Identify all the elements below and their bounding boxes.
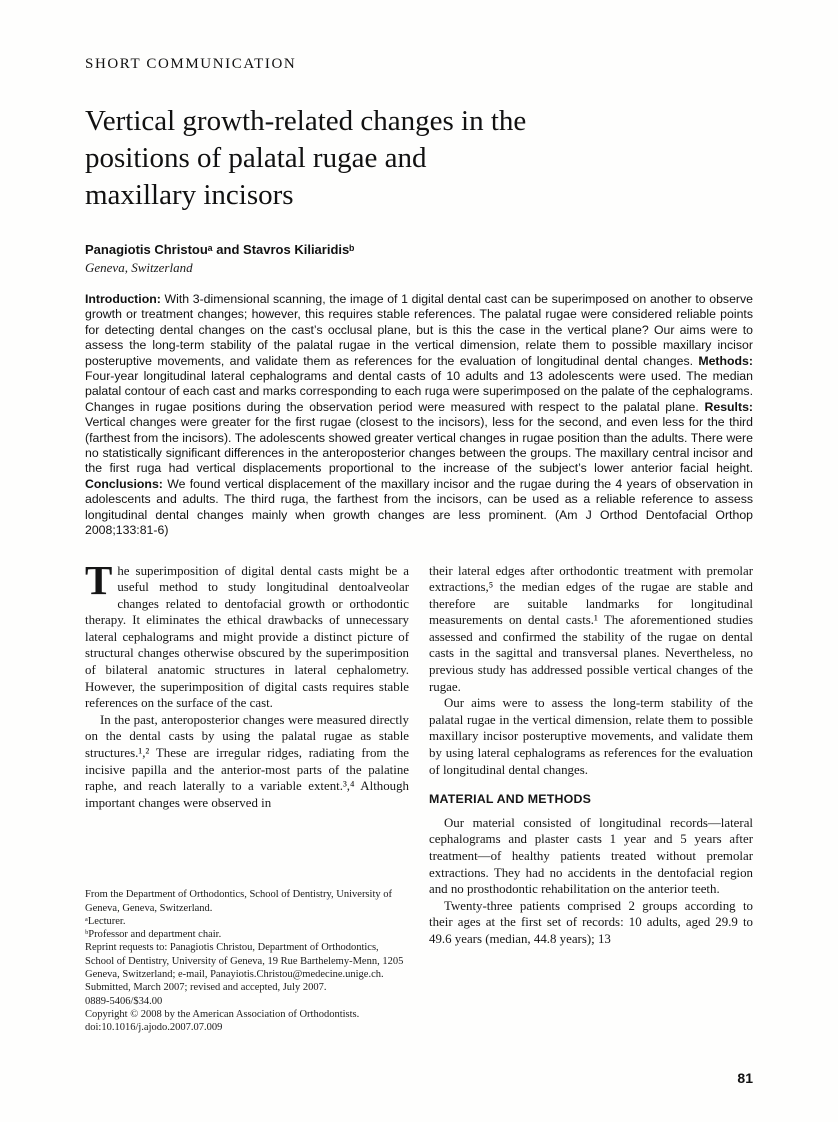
abstract-conclusions-text: We found vertical displacement of the maxillary incisor and the rugae during the 4 years of observation in adolescents and adults. The third ruga, the farthest from the incisors, can be used as a reliable reference to assess longitudinal dental changes mainly when growth changes are less prominent. <box>85 476 753 522</box>
abstract-citation: (Am J Orthod Dentofacial Orthop 2008;133:81-6) <box>85 507 753 538</box>
section-label: SHORT COMMUNICATION <box>85 56 297 72</box>
footnote-a: ᵃLecturer. <box>85 915 126 927</box>
body-paragraph-1-text: he superimposition of digital dental casts might be a useful method to study longitudinal dentoalveolar changes related to dentofacial growth or orthodontic therapy. It eliminates the ethical drawbacks of unnecessary lateral cephalograms and might provide a distinct picture of structural changes otherwise obscured by the superimposition of bilateral anatomic structures in lateral cephalometry. However, the superimposition of digital casts requires stable references on the surface of the cast. <box>85 563 409 711</box>
footnotes <box>85 870 409 1034</box>
right-column <box>429 563 753 1035</box>
footnote-b: ᵇProfessor and department chair. <box>85 929 222 941</box>
footnote-copyright: Copyright © 2008 by the American Association of Orthodontists. <box>85 1008 360 1020</box>
drop-cap: T <box>85 556 113 603</box>
body-columns <box>85 556 753 1035</box>
article-title-line-1: Vertical growth-related changes in the <box>85 105 527 137</box>
body-paragraph-3: their lateral edges after orthodontic treatment with premolar extractions,⁵ the median edges of the rugae are stable and therefore are suitable landmarks for longitudinal measurements on dental casts.¹ The aforementioned studies assessed and confirmed the stability of the rugae on dental casts in the sagittal and transversal planes. Nevertheless, no previous study has addressed possible vertical changes of the rugae. <box>429 563 753 694</box>
article-title-line-3: maxillary incisors <box>85 179 294 211</box>
body-paragraph-4: Our aims were to assess the long-term stability of the palatal rugae in the vertical dimension, relate them to possible maxillary incisor posteruptive movements, and validate them by using lateral cephalograms as references for the evaluation of longitudinal dental changes. <box>429 696 753 777</box>
abstract-results-text: Vertical changes were greater for the first rugae (closest to the incisors), less for the second, and even less for the third (farthest from the incisors). The adolescents showed greater vertical changes in rugae position than the adults. There were no statistically significant differences in the anteroposterior changes between the groups. The maxillary central incisor and the first ruga had vertical displacements proportional to the increase of the subject’s lower anterior facial height. <box>85 415 753 476</box>
section-heading-material-and-methods: MATERIAL AND METHODS <box>429 792 592 807</box>
footnote-reprint-requests: Reprint requests to: Panagiotis Christou, Department of Orthodontics, School of Dentistry, University of Geneva, 19 Rue Barthelemy-Menn, 1205 Geneva, Switzerland; e-mail, Panayiotis.Christou@medecine.unige.ch. <box>85 942 404 981</box>
left-column <box>85 556 409 1035</box>
abstract-conclusions-label: Conclusions: <box>85 476 163 491</box>
footnote-doi: doi:10.1016/j.ajodo.2007.07.009 <box>85 1022 223 1034</box>
body-paragraph-5: Our material consisted of longitudinal records—lateral cephalograms and plaster casts 1 year and 5 years after treatment—of healthy patients treated without premolar extractions. They had no accidents in the dentofacial region and no prosthodontic rehabilitation on the anterior teeth. <box>429 815 753 897</box>
abstract-introduction-text: With 3-dimensional scanning, the image of 1 digital dental cast can be superimposed on another to observe growth or treatment changes; however, this requires stable references. The palatal rugae were considered reliable points for detecting dental changes on the cast’s occlusal plane, but is this the case in the vertical plane? Our aims were to assess the long-term stability of the palatal rugae in the vertical dimension, relate them to possible maxillary incisor posteruptive movements, and validate them as references for the evaluation of longitudinal dental changes. <box>85 292 753 368</box>
abstract <box>85 292 753 539</box>
footnote-issn-price: 0889-5406/$34.00 <box>85 995 163 1007</box>
page-number: 81 <box>737 1070 753 1086</box>
abstract-methods-text: Four-year longitudinal lateral cephalograms and dental casts of 10 adults and 13 adolescents were used. The median palatal contour of each cast and marks corresponding to each ruga were superimposed on the palate of the cephalograms. Changes in rugae positions during the observation period were measured with respect to the palatal plane. <box>85 369 753 414</box>
footnote-submitted: Submitted, March 2007; revised and accepted, July 2007. <box>85 982 327 994</box>
article-title-line-2: positions of palatal rugae and <box>85 142 427 174</box>
abstract-methods-label: Methods: <box>698 353 753 368</box>
body-paragraph-1 <box>85 556 409 712</box>
abstract-introduction-label: Introduction: <box>85 292 161 306</box>
body-paragraph-6: Twenty-three patients comprised 2 groups according to their ages at the first set of records: 10 adults, aged 29.9 to 49.6 years (median, 44.8 years); 13 <box>429 898 753 946</box>
abstract-results-label: Results: <box>704 399 753 414</box>
article-title <box>85 103 753 214</box>
footnote-affiliation: From the Department of Orthodontics, School of Dentistry, University of Geneva, Geneva, Switzerland. <box>85 889 392 914</box>
authors-line: Panagiotis Christouᵃ and Stavros Kiliaridisᵇ <box>85 242 355 257</box>
body-paragraph-2: In the past, anteroposterior changes were measured directly on the dental casts by using the palatal rugae as stable structures.¹,² These are irregular ridges, radiating from the incisive papilla and the anterior-most parts of the palatine raphe, and reach laterally to a variable extent.³,⁴ Although important changes were observed in <box>85 712 409 810</box>
affiliation-location: Geneva, Switzerland <box>85 260 193 275</box>
